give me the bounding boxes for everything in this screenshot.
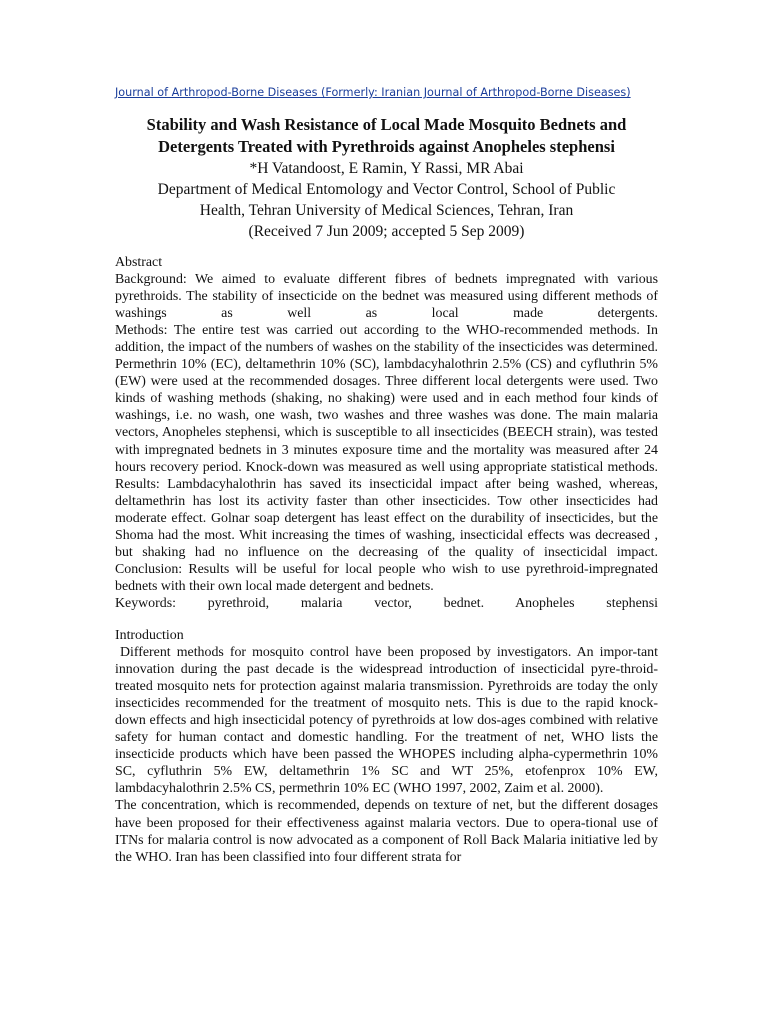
abstract-methods: Methods: The entire test was carried out according to the WHO-recommended methods. In addition, the impact of the numbers of washes on the stability of the insecticides was determined. Permethrin 10% (EC), deltamethrin 10% (SC), lambdacyhalothrin 2.5% (CS) and cyfluthrin 5% (EW) were used at the recommended dosages. Three different local detergents were used. Two kinds of washing methods (shaking, no shaking) were used and in each method four kinds of washings, i.e. no wash, one wash, two washes and three washes was done. The main malaria vectors, Anopheles stephensi, which is susceptible to all insecticides (BEECH strain), was tested with impregnated bednets in 3 minutes exposure time and the mortality was measured after 24 hours recovery period. Knock-down was measured as well using appropriate statistical methods. <box>115 323 658 475</box>
authors: *H Vatandoost, E Ramin, Y Rassi, MR Abai <box>249 160 524 177</box>
affiliation-line-2: Health, Tehran University of Medical Sciences, Tehran, Iran <box>199 202 574 219</box>
affiliation-line-1: Department of Medical Entomology and Vector Control, School of Public <box>157 181 616 198</box>
article-title: Stability and Wash Resistance of Local Made Mosquito Bednets and Detergents Treated with Pyrethroids against Anopheles stephensi <box>146 115 627 156</box>
abstract-heading: Abstract <box>115 255 163 270</box>
journal-link[interactable]: Journal of Arthropod-Borne Diseases (Formerly: Iranian Journal of Arthropod-Borne Diseases) <box>115 86 631 99</box>
introduction-paragraph-1: Different methods for mosquito control have been proposed by investigators. An impor-tant innovation during the past decade is the widespread introduction of insecticidal pyre-throid-treated mosquito nets for protection against malaria transmission. Pyrethroids are today the only insecticides recommended for the treatment of mosquito nets. This is due to the rapid knock-down effects and high insecticidal potency of pyrethroids at low dos-ages combined with relative safety for human contact and domestic handling. For the treatment of net, WHO lists the insecticide products which have been passed the WHOPES including alpha-cypermethrin 10% SC, cyfluthrin 5% EW, deltamethrin 1% SC and WT 25%, etofenprox 10% EW, lambdacyhalothrin 2.5% CS, permethrin 10% EC (WHO 1997, 2002, Zaim et al. 2000). <box>115 645 658 797</box>
abstract-keywords: Keywords: pyrethroid, malaria vector, bednet. Anopheles stephensi <box>115 595 658 611</box>
abstract-conclusion: Conclusion: Results will be useful for local people who wish to use pyrethroid-impregnated bednets with their own local made detergent and bednets. <box>115 561 658 594</box>
introduction-section <box>115 627 658 866</box>
abstract-section <box>115 254 658 612</box>
abstract-background: Background: We aimed to evaluate different fibres of bednets impregnated with various pyrethroids. The stability of insecticide on the bednet was measured using different methods of washings as well as local made detergents. <box>115 272 658 322</box>
received-dates: (Received 7 Jun 2009; accepted 5 Sep 2009) <box>248 223 525 240</box>
introduction-paragraph-2: The concentration, which is recommended, depends on texture of net, but the different dosages have been proposed for their effectiveness against malaria vectors. Due to opera-tional use of ITNs for malaria control is now advocated as a component of Roll Back Malaria initiative led by the WHO. Iran has been classified into four different strata for <box>115 798 658 865</box>
introduction-heading: Introduction <box>115 627 184 643</box>
abstract-results: Results: Lambdacyhalothrin has saved its insecticidal impact after being washed, whereas, deltamethrin has lost its activity faster than other insecticides. Tow other insecticides had moderate effect. Golnar soap detergent has least effect on the durability of insecticides, but the Shoma had the most. Whit increasing the times of washing, insecticidal effects was decreased , but shaking had no influence on the decreasing of the quality of insecticidal impact. <box>115 476 658 560</box>
